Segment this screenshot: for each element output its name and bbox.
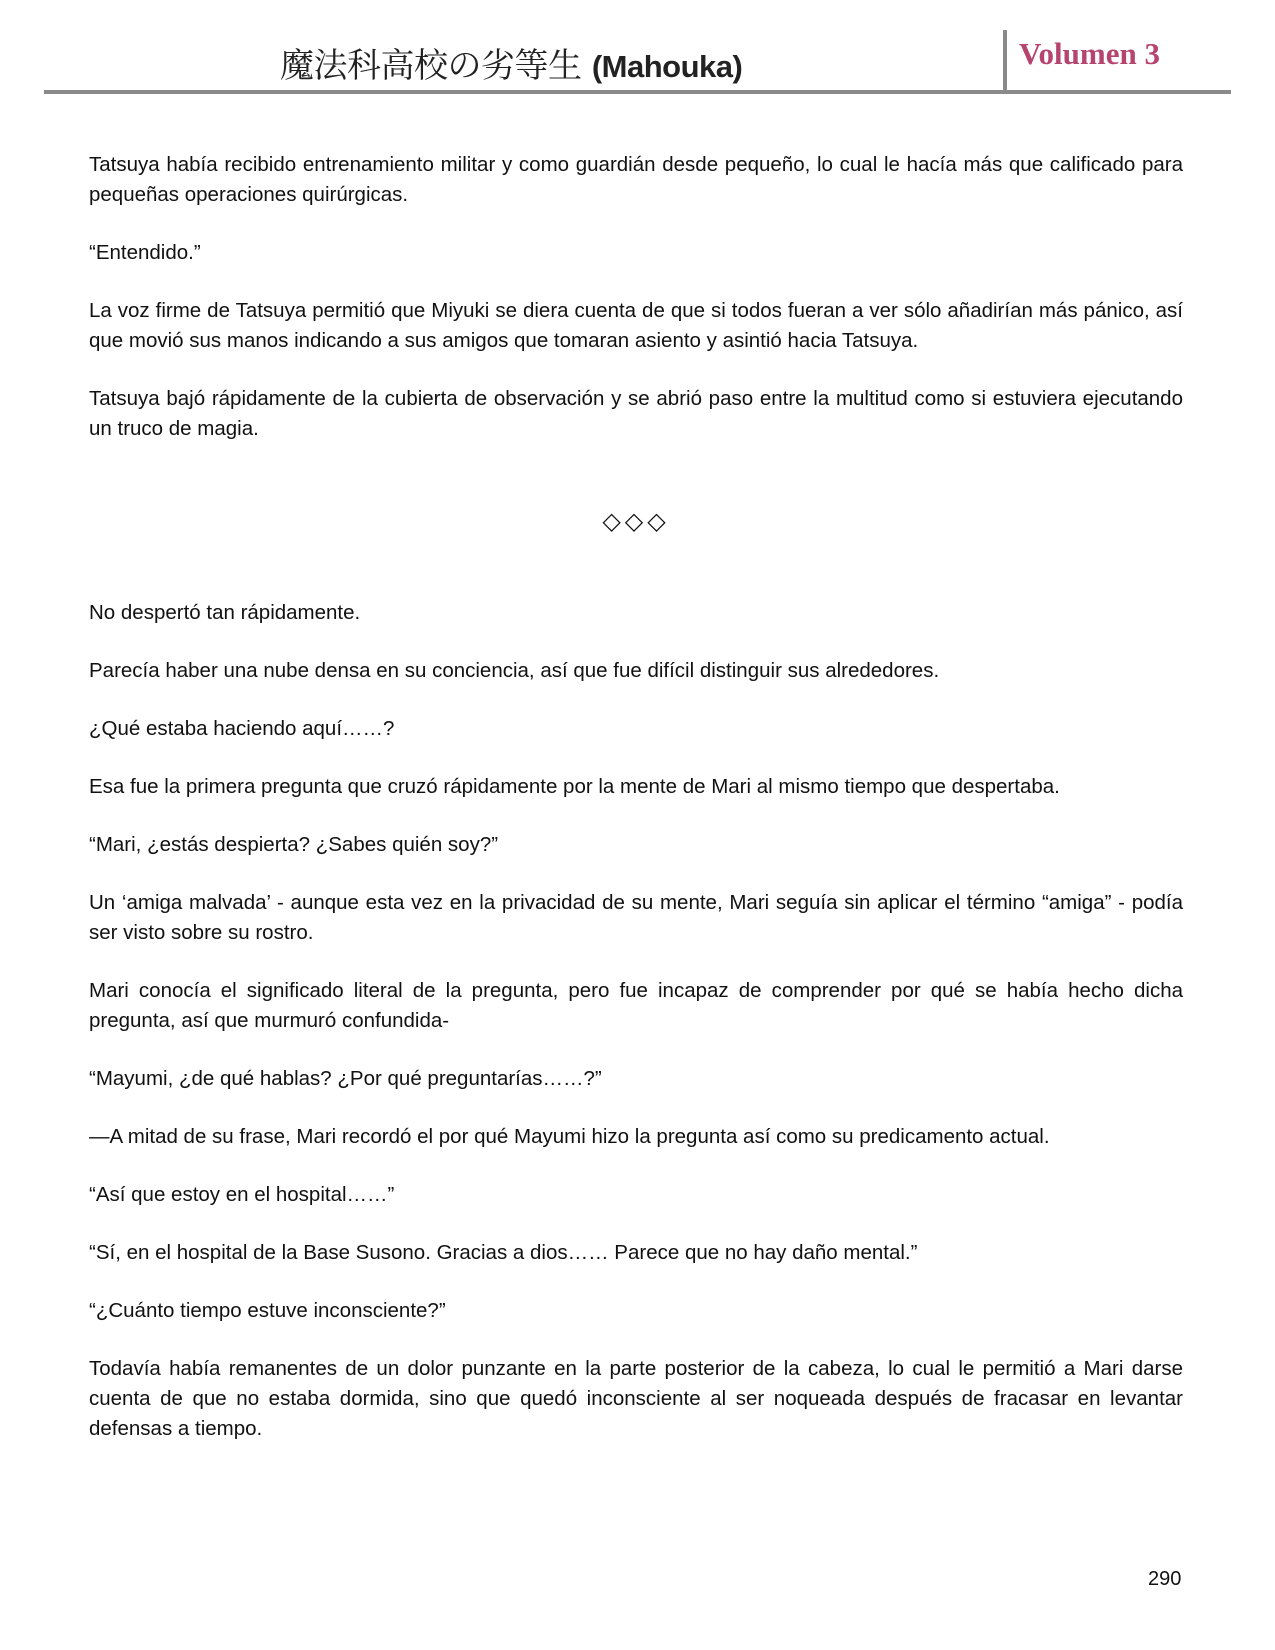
paragraph: “Entendido.”: [89, 241, 201, 264]
paragraph: Todavía había remanentes de un dolor punzante en la parte posterior de la cabeza, lo cual le permitió a Mari darse cuenta de que no estaba dormida, sino que quedó inconsciente al ser noqueada después de fracasar en levantar defensas a tiempo.: [89, 1357, 1183, 1440]
page-number: 290: [1148, 1568, 1182, 1590]
scene-break-diamonds: ◇◇◇: [602, 507, 670, 535]
book-title-japanese: 魔法科高校の劣等生: [280, 46, 582, 86]
volume-label: Volumen 3: [1019, 36, 1160, 71]
paragraph: Tatsuya bajó rápidamente de la cubierta de observación y se abrió paso entre la multitud como si estuviera ejecutando un truco de magia.: [89, 387, 1183, 440]
header-vertical-divider: [1003, 30, 1007, 92]
paragraph: —A mitad de su frase, Mari recordó el por qué Mayumi hizo la pregunta así como su predicamento actual.: [89, 1125, 1050, 1148]
paragraph: Mari conocía el significado literal de la pregunta, pero fue incapaz de comprender por qué se había hecho dicha pregunta, así que murmuró confundida-: [89, 979, 1183, 1032]
paragraph: “Mari, ¿estás despierta? ¿Sabes quién soy?”: [89, 833, 499, 856]
paragraph: No despertó tan rápidamente.: [89, 601, 361, 624]
paragraph: Un ‘amiga malvada’ - aunque esta vez en la privacidad de su mente, Mari seguía sin aplicar el término “amiga” - podía ser visto sobre su rostro.: [89, 891, 1183, 944]
paragraph: Tatsuya había recibido entrenamiento militar y como guardián desde pequeño, lo cual le hacía más que calificado para pequeñas operaciones quirúrgicas.: [89, 153, 1183, 206]
paragraph: Esa fue la primera pregunta que cruzó rápidamente por la mente de Mari al mismo tiempo que despertaba.: [89, 775, 1060, 798]
page-header: [44, 28, 1231, 94]
paragraph: La voz firme de Tatsuya permitió que Miyuki se diera cuenta de que si todos fueran a ver sólo añadirían más pánico, así que movió sus manos indicando a sus amigos que tomaran asiento y asintió hacia Tatsuya.: [89, 299, 1183, 352]
book-title-romanized: (Mahouka): [591, 49, 743, 84]
page-body: [89, 150, 1183, 1472]
paragraph: “Sí, en el hospital de la Base Susono. Gracias a dios…… Parece que no hay daño mental.”: [89, 1241, 918, 1264]
header-rule: [44, 90, 1231, 94]
paragraph: “Mayumi, ¿de qué hablas? ¿Por qué preguntarías……?”: [89, 1067, 602, 1090]
paragraph: ¿Qué estaba haciendo aquí……?: [89, 717, 395, 740]
book-title: [280, 38, 742, 87]
paragraph: “¿Cuánto tiempo estuve inconsciente?”: [89, 1299, 446, 1322]
paragraph: “Así que estoy en el hospital……”: [89, 1183, 395, 1206]
paragraph: Parecía haber una nube densa en su conciencia, así que fue difícil distinguir sus alrededores.: [89, 659, 940, 682]
